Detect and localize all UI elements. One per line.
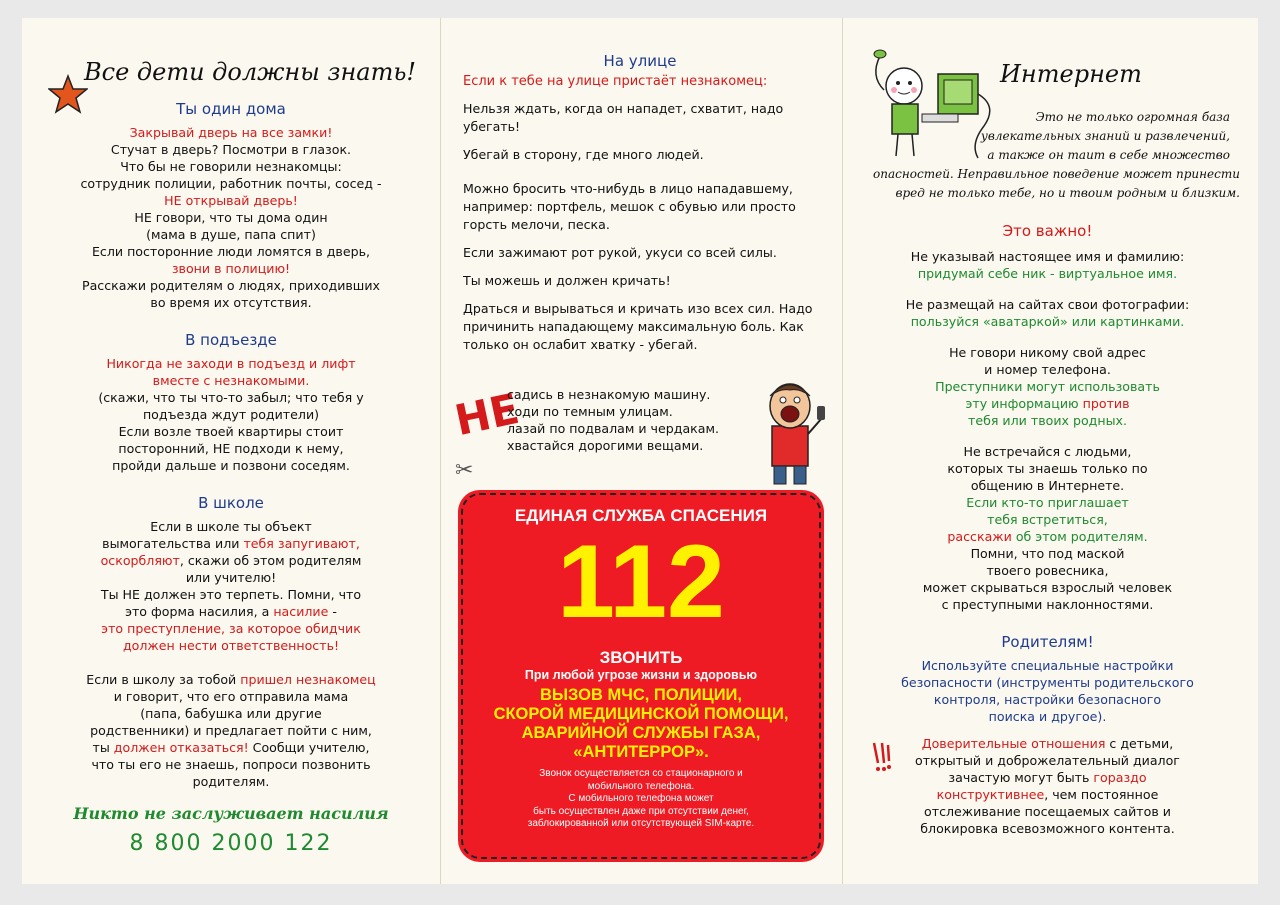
text-line: Не размещай на сайтах свои фотографии: xyxy=(905,297,1190,312)
advice-paragraph: Драться и вырываться и кричать изо всех сил. Надо причинить нападающему максимальную боль. Как только он ослабит хватку - убегай. xyxy=(463,301,813,352)
text-line: Если кто-то приглашает xyxy=(966,495,1129,510)
street-subheading: Если к тебе на улице пристаёт незнакомец: xyxy=(463,74,768,89)
text-line: звони в полицию! xyxy=(171,261,291,276)
text-line: пользуйся «аватаркой» или картинками. xyxy=(910,314,1185,329)
text-line: с преступными наклонностями. xyxy=(941,597,1154,612)
text-line: Закрывай дверь на все замки! xyxy=(129,125,333,140)
text-line: Не указывай настоящее имя и фамилию: xyxy=(910,249,1185,264)
text-line: Расскажи родителям о людях, приходивших xyxy=(82,278,380,293)
text-span: насилие xyxy=(273,604,329,619)
text-line: или учителю! xyxy=(185,570,277,585)
text-line: общению в Интернете. xyxy=(970,478,1125,493)
text-line: может скрываться взрослый человек xyxy=(922,580,1173,595)
text-line: пройди дальше и позвони соседям. xyxy=(112,458,350,473)
text-line: поиска и другое). xyxy=(988,709,1107,724)
fold-line-right xyxy=(842,18,843,884)
text-line: которых ты знаешь только по xyxy=(947,461,1148,476)
section-heading-entrance: В подъезде xyxy=(185,331,277,349)
text-span: Сообщи учителю, xyxy=(248,740,370,755)
fold-line-left xyxy=(440,18,441,884)
text-line: и номер телефона. xyxy=(984,362,1111,377)
text-span: Доверительные отношения xyxy=(921,736,1106,751)
text-line: придумай себе ник - виртуальное имя. xyxy=(917,266,1178,281)
text-line: и говорит, что его отправила мама xyxy=(113,689,349,704)
column-title: Все дети должны знать! xyxy=(84,58,417,86)
column-kids-must-know xyxy=(36,18,426,884)
text-span: ты xyxy=(92,740,114,755)
text-line: Не говори никому свой адрес xyxy=(949,345,1146,360)
column-title: Интернет xyxy=(1000,60,1142,88)
parents-heading: Родителям! xyxy=(1001,633,1094,651)
screaming-boy-illustration xyxy=(760,378,830,488)
text-span: гораздо xyxy=(1093,770,1147,785)
text-span: вымогательства или xyxy=(102,536,244,551)
text-line: Если в школе ты объект xyxy=(150,519,312,534)
text-line: безопасности (инструменты родительского xyxy=(901,675,1194,690)
text-line: тебя встретиться, xyxy=(987,512,1108,527)
text-span: с детьми, xyxy=(1105,736,1174,751)
text-span: должен отказаться! xyxy=(113,740,249,755)
intro-line: вред не только тебе, но и твоим родным и близким. xyxy=(895,186,1240,200)
text-line: Ты НЕ должен это терпеть. Помни, что xyxy=(100,587,362,602)
text-line: (скажи, что ты что-то забыл; что тебя у xyxy=(98,390,364,405)
advice-paragraph: Нельзя ждать, когда он нападет, схватит, надо убегать! xyxy=(463,101,784,134)
text-line: контроля, настройки безопасного xyxy=(933,692,1162,707)
ne-item: садись в незнакомую машину. xyxy=(507,387,711,402)
ne-item: хвастайся дорогими вещами. xyxy=(507,438,704,453)
section-heading-home: Ты один дома xyxy=(176,100,286,118)
text-line: открытый и доброжелательный диалог xyxy=(915,753,1180,768)
text-span: расскажи xyxy=(947,529,1012,544)
text-span: конструктивнее xyxy=(936,787,1045,802)
text-line: подъезда ждут родители) xyxy=(142,407,320,422)
text-span: , чем постоянное xyxy=(1044,787,1159,802)
note-line: мобильного телефона. xyxy=(587,780,695,792)
note-line: Звонок осуществляется со стационарного и xyxy=(539,768,743,779)
scissors-icon: ✂ xyxy=(455,458,474,483)
text-line: Используйте специальные настройки xyxy=(921,658,1174,673)
intro-line: а также он таит в себе множество xyxy=(987,148,1230,162)
text-line: (мама в душе, папа спит) xyxy=(146,227,316,242)
text-line: должен нести ответственность! xyxy=(122,638,340,653)
text-line: Помни, что под маской xyxy=(970,546,1125,561)
important-heading: Это важно! xyxy=(1002,222,1093,240)
intro-line: увлекательных знаний и развлечений, xyxy=(980,129,1230,143)
call-label: ЗВОНИТЬ xyxy=(599,648,683,667)
text-span: - xyxy=(328,604,337,619)
text-line: Никогда не заходи в подъезд и лифт xyxy=(106,356,356,371)
service-line: СКОРОЙ МЕДИЦИНСКОЙ ПОМОЩИ, xyxy=(493,705,789,723)
text-line: твоего ровесника, xyxy=(986,563,1109,578)
emergency-112-box xyxy=(458,490,824,862)
intro-line: Это не только огромная база xyxy=(1035,110,1230,124)
helpline-number: 8 800 2000 122 xyxy=(129,831,333,856)
text-line: сотрудник полиции, работник почты, сосед - xyxy=(80,176,382,191)
text-line: тебя или твоих родных. xyxy=(968,413,1127,428)
emergency-title: ЕДИНАЯ СЛУЖБА СПАСЕНИЯ xyxy=(514,506,768,525)
text-line: Стучат в дверь? Посмотри в глазок. xyxy=(110,142,352,157)
advice-paragraph: Если зажимают рот рукой, укуси со всей силы. xyxy=(463,245,777,260)
text-line: НЕ говори, что ты дома один xyxy=(134,210,328,225)
text-span: зачастую могут быть xyxy=(948,770,1094,785)
advice-paragraph: Убегай в сторону, где много людей. xyxy=(463,147,704,162)
section-heading-school: В школе xyxy=(198,494,264,512)
text-line: НЕ открывай дверь! xyxy=(164,193,298,208)
text-span: оскорбляют xyxy=(100,553,180,568)
service-line: ВЫЗОВ МЧС, ПОЛИЦИИ, xyxy=(539,686,743,704)
advice-paragraph: Ты можешь и должен кричать! xyxy=(463,273,671,288)
text-span: это форма насилия, а xyxy=(125,604,274,619)
text-line: (папа, бабушка или другие xyxy=(140,706,322,721)
text-line: Если посторонние люди ломятся в дверь, xyxy=(91,244,371,259)
text-span: Если в школу за тобой xyxy=(86,672,241,687)
text-line: вместе с незнакомыми. xyxy=(152,373,310,388)
text-line: отслеживание посещаемых сайтов и xyxy=(924,804,1171,819)
call-condition: При любой угрозе жизни и здоровью xyxy=(524,668,758,682)
text-span: об этом родителям. xyxy=(1011,529,1148,544)
ne-big-label: НЕ xyxy=(450,383,524,446)
note-line: С мобильного телефона может xyxy=(568,793,714,804)
text-span: тебя запугивают, xyxy=(243,536,360,551)
text-line: что ты его не знаешь, попроси позвонить xyxy=(91,757,371,772)
exclamation-icon xyxy=(870,741,894,775)
service-line: «АНТИТЕРРОР». xyxy=(573,743,709,761)
ne-item: ходи по темным улицам. xyxy=(507,404,673,419)
intro-line: опасностей. Неправильное поведение может принести xyxy=(873,167,1240,181)
text-line: Не встречайся с людьми, xyxy=(963,444,1132,459)
text-span: против xyxy=(1082,396,1130,411)
service-line: АВАРИЙНОЙ СЛУЖБЫ ГАЗА, xyxy=(521,724,761,742)
emergency-number: 112 xyxy=(557,524,725,640)
section-heading-street: На улице xyxy=(603,52,677,70)
ne-item: лазай по подвалам и чердакам. xyxy=(507,421,719,436)
text-line: блокировка всевозможного контента. xyxy=(920,821,1175,836)
text-line: Преступники могут использовать xyxy=(935,379,1160,394)
text-span: эту информацию xyxy=(965,396,1083,411)
text-span: пришел незнакомец xyxy=(240,672,376,687)
column-internet xyxy=(850,18,1245,884)
note-line: заблокированной или отсутствующей SIM-карте. xyxy=(527,818,755,829)
text-line: Если возле твоей квартиры стоит xyxy=(118,424,344,439)
text-span: , скажи об этом родителям xyxy=(179,553,362,568)
text-line: родственники) и предлагает пойти с ним, xyxy=(90,723,372,738)
text-line: это преступление, за которое обидчик xyxy=(101,621,361,636)
footer-slogan: Никто не заслуживает насилия xyxy=(73,804,389,823)
advice-paragraph: Можно бросить что-нибудь в лицо нападавшему, например: портфель, мешок с обувью или просто горсть мелочи, песка. xyxy=(463,181,796,232)
text-line: во время их отсутствия. xyxy=(150,295,312,310)
text-line: посторонний, НЕ подходи к нему, xyxy=(118,441,344,456)
note-line: быть осуществлен даже при отсутствии денег, xyxy=(533,805,749,817)
text-line: родителям. xyxy=(192,774,270,789)
text-line: Что бы не говорили незнакомцы: xyxy=(120,159,342,174)
